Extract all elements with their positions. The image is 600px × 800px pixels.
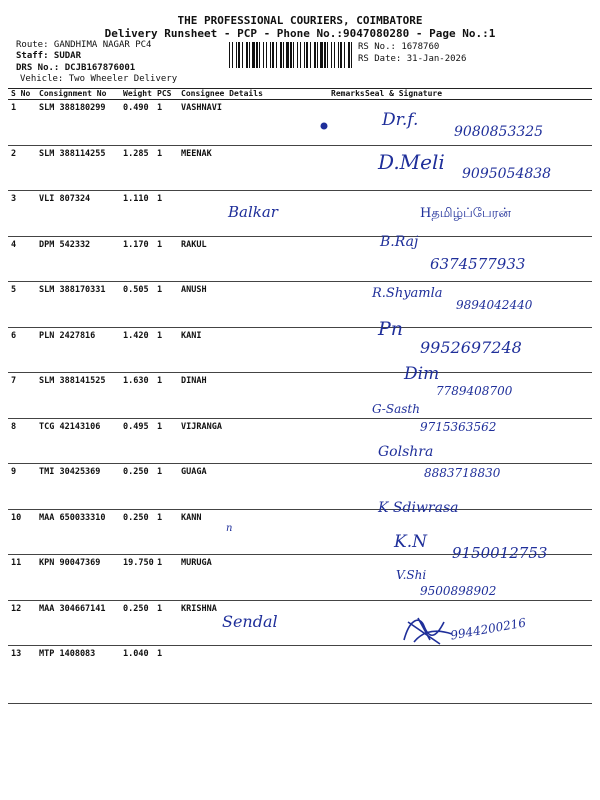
signature-12-name: V.Shi xyxy=(396,568,427,582)
signature-7-phone: 7789408700 xyxy=(436,384,513,398)
cell-weight: 1.420 xyxy=(120,327,154,373)
cell-pcs: 1 xyxy=(154,282,178,328)
barcode-bar xyxy=(351,42,352,68)
rs-number: RS No.: 1678760 xyxy=(358,42,440,52)
cell-consignment: DPM 542332 xyxy=(36,236,120,282)
cell-pcs: 1 xyxy=(154,100,178,146)
cell-weight: 1.285 xyxy=(120,145,154,191)
cell-consignment: PLN 2427816 xyxy=(36,327,120,373)
cell-pcs: 1 xyxy=(154,145,178,191)
barcode-bar xyxy=(283,42,284,68)
signature-11-name: K.N xyxy=(394,532,427,552)
drs-number: DRS No.: DCJB167876001 xyxy=(16,63,136,73)
cell-consignment: MAA 304667141 xyxy=(36,600,120,646)
cell-weight: 1.630 xyxy=(120,373,154,419)
barcode-bar xyxy=(310,42,311,68)
barcode-bar xyxy=(306,42,308,68)
barcode-bar xyxy=(259,42,260,68)
vehicle-label: Vehicle: Two Wheeler Delivery xyxy=(20,74,178,84)
barcode-bar xyxy=(304,42,305,68)
cell-pcs: 1 xyxy=(154,509,178,555)
barcode-bar xyxy=(246,42,248,68)
cell-consignment: SLM 388170331 xyxy=(36,282,120,328)
cell-consignment: VLI 807324 xyxy=(36,191,120,237)
table-header-row xyxy=(8,89,592,100)
signature-5-phone: 9894042440 xyxy=(456,298,533,312)
company-name: THE PROFESSIONAL COURIERS, COIMBATORE xyxy=(177,14,423,27)
cell-pcs: 1 xyxy=(154,418,178,464)
barcode-bar xyxy=(232,42,233,68)
table-row xyxy=(8,418,592,464)
signature-1-phone: 9080853325 xyxy=(454,124,544,140)
cell-remarks xyxy=(328,327,362,373)
cell-consignee: GUAGA xyxy=(178,464,328,510)
handwritten-consignee-3: Balkar xyxy=(228,203,278,221)
barcode-bar xyxy=(348,42,350,68)
barcode-bar xyxy=(344,42,345,68)
signature-10-name: K Sdiwrasa xyxy=(378,500,459,516)
barcode-bar xyxy=(229,42,230,68)
column-header-weight: Weight xyxy=(120,89,154,100)
barcode-bar xyxy=(317,42,318,68)
barcode-bar xyxy=(280,42,282,68)
cell-sno: 2 xyxy=(8,145,36,191)
cell-weight: 1.170 xyxy=(120,236,154,282)
signature-13-scribble-icon xyxy=(400,612,456,648)
cell-sno: 10 xyxy=(8,509,36,555)
signature-2-phone: 9095054838 xyxy=(462,166,552,182)
cell-sno: 5 xyxy=(8,282,36,328)
signature-9-phone: 8883718830 xyxy=(424,466,501,480)
column-header-consignment: Consignment No xyxy=(36,89,120,100)
cell-consignment: MAA 650033310 xyxy=(36,509,120,555)
barcode-bar xyxy=(263,42,264,68)
barcode-bar xyxy=(266,42,267,68)
column-header-pcs: PCS xyxy=(154,89,178,100)
cell-pcs: 1 xyxy=(154,555,178,601)
barcode-bar xyxy=(236,42,237,68)
signature-6-name: Pn xyxy=(378,318,404,340)
signature-1-name: Dr.f. xyxy=(382,110,419,130)
cell-consignment: KPN 90047369 xyxy=(36,555,120,601)
cell-sno: 12 xyxy=(8,600,36,646)
cell-pcs: 1 xyxy=(154,464,178,510)
barcode-bar xyxy=(327,42,328,68)
barcode-bar xyxy=(270,42,271,68)
table-row xyxy=(8,646,592,704)
barcode-bar xyxy=(338,42,339,68)
handwritten-consignee-13: Sendal xyxy=(222,612,278,631)
cell-remarks xyxy=(328,282,362,328)
cell-consignment: SLM 388141525 xyxy=(36,373,120,419)
cell-weight: 1.110 xyxy=(120,191,154,237)
cell-sno: 11 xyxy=(8,555,36,601)
cell-consignee: DINAH xyxy=(178,373,328,419)
runsheet-subtitle: Delivery Runsheet - PCP - Phone No.:9047080280 - Page No.:1 xyxy=(104,27,496,40)
cell-remarks xyxy=(328,509,362,555)
cell-remarks xyxy=(328,145,362,191)
signature-5-name: R.Shyamla xyxy=(372,286,443,301)
cell-remarks xyxy=(328,191,362,237)
cell-sno: 1 xyxy=(8,100,36,146)
cell-remarks xyxy=(328,418,362,464)
cell-remarks xyxy=(328,555,362,601)
cell-pcs: 1 xyxy=(154,600,178,646)
cell-weight: 0.505 xyxy=(120,282,154,328)
cell-consignee: MURUGA xyxy=(178,555,328,601)
cell-weight: 0.250 xyxy=(120,509,154,555)
signature-3-name: Hதமிழ்ப்பேரன் xyxy=(420,206,511,221)
cell-sno: 7 xyxy=(8,373,36,419)
cell-pcs: 1 xyxy=(154,327,178,373)
cell-sno: 4 xyxy=(8,236,36,282)
cell-consignee: KANI xyxy=(178,327,328,373)
barcode-bar xyxy=(324,42,326,68)
barcode-bar xyxy=(314,42,316,68)
cell-remarks xyxy=(328,100,362,146)
cell-consignee: ANUSH xyxy=(178,282,328,328)
cell-remarks xyxy=(328,464,362,510)
barcode-bar xyxy=(276,42,277,68)
cell-consignment: TCG 42143106 xyxy=(36,418,120,464)
cell-consignee: KANN xyxy=(178,509,328,555)
barcode-bar xyxy=(320,42,323,68)
cell-sno: 13 xyxy=(8,646,36,704)
cell-pcs: 1 xyxy=(154,236,178,282)
barcode-bar xyxy=(238,42,240,68)
cell-consignment: SLM 388114255 xyxy=(36,145,120,191)
signature-13-phone: 9944200216 xyxy=(449,615,527,643)
column-header-sno: S No xyxy=(8,89,36,100)
cell-consignment: SLM 388180299 xyxy=(36,100,120,146)
barcode-bar xyxy=(242,42,243,68)
cell-weight: 0.250 xyxy=(120,600,154,646)
rs-date: RS Date: 31-Jan-2026 xyxy=(358,54,467,64)
cell-consignee: VASHNAVI xyxy=(178,100,328,146)
barcode-bar xyxy=(331,42,332,68)
barcode-bar xyxy=(300,42,301,68)
column-header-signature: Seal & Signature xyxy=(362,89,592,100)
cell-consignee xyxy=(178,646,328,704)
cell-consignee: KRISHNA xyxy=(178,600,328,646)
column-header-remarks: Remarks xyxy=(328,89,362,100)
cell-consignee: RAKUL xyxy=(178,236,328,282)
barcode-bar xyxy=(256,42,258,68)
cell-weight: 19.750 xyxy=(120,555,154,601)
barcode-bar xyxy=(297,42,298,68)
cell-signature xyxy=(362,646,592,704)
cell-remarks xyxy=(328,600,362,646)
signature-11-phone: 9150012753 xyxy=(452,544,548,562)
signature-4-phone: 6374577933 xyxy=(430,255,526,273)
cell-sno: 3 xyxy=(8,191,36,237)
cell-sno: 9 xyxy=(8,464,36,510)
signature-7-name: Dim xyxy=(404,364,440,384)
route-label: Route: GANDHIMA NAGAR PC4 xyxy=(16,40,152,50)
staff-label: Staff: SUDAR xyxy=(16,51,82,61)
cell-remarks xyxy=(328,373,362,419)
barcode-bar xyxy=(252,42,255,68)
signature-4-name: B.Raj xyxy=(380,234,419,250)
barcode-bar xyxy=(290,42,292,68)
cell-consignment: TMI 30425369 xyxy=(36,464,120,510)
barcode-bar xyxy=(340,42,342,68)
cell-consignment: MTP 1408083 xyxy=(36,646,120,704)
column-header-consignee: Consignee Details xyxy=(178,89,328,100)
ink-dot-mark xyxy=(318,120,330,132)
cell-pcs: 1 xyxy=(154,373,178,419)
cell-sno: 8 xyxy=(8,418,36,464)
cell-sno: 6 xyxy=(8,327,36,373)
cell-weight: 0.250 xyxy=(120,464,154,510)
signature-12-phone: 9500898902 xyxy=(420,584,497,598)
cell-consignee: MEENAK xyxy=(178,145,328,191)
cell-pcs: 1 xyxy=(154,191,178,237)
signature-2-name: D.Meli xyxy=(378,150,445,174)
cell-weight: 0.495 xyxy=(120,418,154,464)
cell-pcs: 1 xyxy=(154,646,178,704)
cell-weight: 1.040 xyxy=(120,646,154,704)
barcode-bar xyxy=(293,42,294,68)
cell-consignee: VIJRANGA xyxy=(178,418,328,464)
signature-6-phone: 9952697248 xyxy=(420,338,522,357)
barcode-bar xyxy=(286,42,289,68)
signature-8-phone: 9715363562 xyxy=(420,420,497,434)
table-row xyxy=(8,464,592,510)
cell-weight: 0.490 xyxy=(120,100,154,146)
handwritten-consignee-11-suffix: n xyxy=(226,523,233,534)
barcode-bar xyxy=(249,42,250,68)
barcode xyxy=(229,42,354,68)
signature-9-name: Golshra xyxy=(378,444,434,460)
cell-remarks xyxy=(328,236,362,282)
cell-remarks xyxy=(328,646,362,704)
barcode-bar xyxy=(272,42,274,68)
signature-8-name: G-Sasth xyxy=(372,402,420,416)
barcode-bar xyxy=(334,42,335,68)
